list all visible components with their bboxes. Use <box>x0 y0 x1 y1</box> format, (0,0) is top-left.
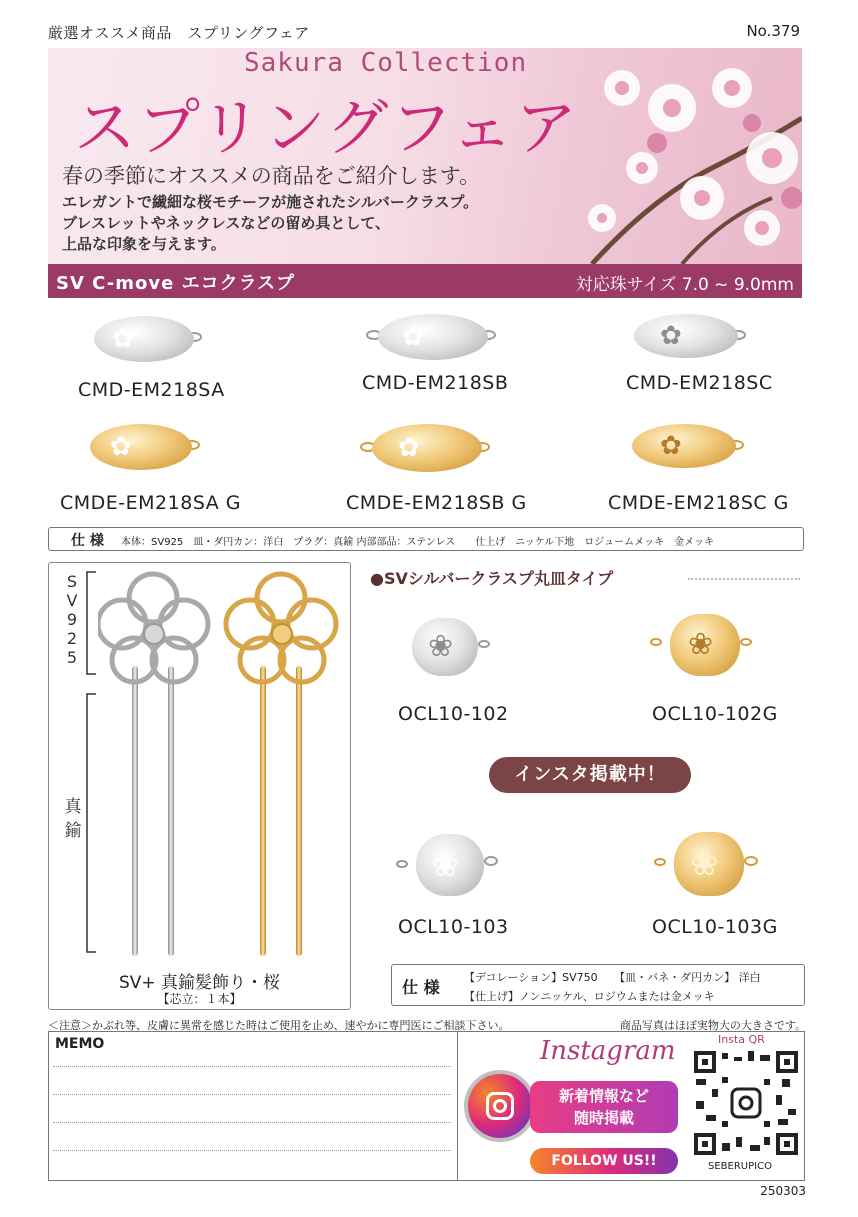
instagram-icon <box>464 1070 536 1142</box>
round-clasp-image <box>402 618 494 676</box>
sv-bracket <box>84 570 98 678</box>
product-code: OCL10-103G <box>652 916 778 938</box>
brass-bracket <box>84 692 98 956</box>
bead-size: 対応珠サイズ 7.0 ~ 9.0mm <box>575 275 794 295</box>
spec-title: 仕 様 <box>71 533 104 549</box>
round-type-title: ●SVシルバークラスプ丸皿タイプ <box>370 569 614 588</box>
product-code: CMDE-EM218SB G <box>346 492 527 514</box>
section-title: SV C-move エコクラスプ <box>56 273 296 294</box>
banner-description <box>62 192 478 255</box>
banner-desc-line: ブレスレットやネックレスなどの留め具として、 <box>62 214 391 232</box>
banner-title: スプリングフェア <box>74 91 580 164</box>
cherry-blossom-image <box>562 48 802 264</box>
instagram-message <box>530 1081 678 1133</box>
product-code: CMDE-EM218SC G <box>608 492 789 514</box>
vertical-char: 2 <box>66 629 78 648</box>
instagram-wordmark: Instagram <box>540 1036 676 1066</box>
spec-text: 本体：SV925 皿・ダ円カン：洋白 プラグ：真鍮 内部部品：ステンレス 仕上げ ニッケル下地 ロジュームメッキ 金メッキ <box>121 537 715 548</box>
memo-line <box>53 1150 451 1151</box>
sakura-icon: ✿ <box>402 322 424 352</box>
round-clasp-image <box>656 614 756 676</box>
spec-text: 【仕上げ】ノンニッケル、ロジウムまたは金メッキ <box>464 990 715 1003</box>
clasp-image <box>634 314 746 358</box>
sakura-icon: ❀ <box>688 627 714 662</box>
product-code: OCL10-102G <box>652 703 778 725</box>
vertical-char: 9 <box>66 610 78 629</box>
banner-desc-line: 上品な印象を与えます。 <box>62 235 226 253</box>
clasp-image <box>366 424 492 472</box>
vertical-char: 鍮 <box>64 821 82 841</box>
sakura-icon: ❀ <box>432 846 459 884</box>
vertical-char: 5 <box>66 648 78 667</box>
sakura-icon: ✿ <box>112 324 134 354</box>
header-category: 厳選オススメ商品 スプリングフェア <box>48 24 310 42</box>
banner-lead: 春の季節にオススメの商品をご紹介します。 <box>62 164 481 188</box>
sakura-icon: ✿ <box>110 432 132 462</box>
clasp-image <box>632 424 744 468</box>
memo-title: MEMO <box>55 1036 105 1052</box>
sakura-icon: ❀ <box>690 844 719 884</box>
clasp-image <box>94 316 204 362</box>
round-clasp-image <box>660 832 760 896</box>
hero-banner <box>48 48 802 264</box>
memo-line <box>53 1094 451 1095</box>
clasp-image <box>90 424 202 470</box>
divider <box>688 578 800 580</box>
spec-box <box>48 527 804 551</box>
instagram-message-line: 随時掲載 <box>573 1109 634 1127</box>
instagram-featured-badge: インスタ掲載中！ <box>489 757 691 793</box>
divider <box>457 1032 458 1180</box>
round-clasp-image <box>402 834 500 896</box>
sakura-icon: ✿ <box>660 321 682 351</box>
spec-box <box>391 964 805 1006</box>
photo-size-note: 商品写真はほぼ実物大の大きさです。 <box>619 1019 806 1032</box>
product-code: OCL10-103 <box>398 916 509 938</box>
instagram-message-line: 新着情報など <box>558 1087 649 1105</box>
sakura-icon: ✿ <box>660 431 682 461</box>
memo-line <box>53 1066 451 1067</box>
product-code: OCL10-102 <box>398 703 509 725</box>
product-code: CMD-EM218SA <box>78 379 225 401</box>
caution-note: ＜注意＞かぶれ等、皮膚に異常を感じた時はご使用を止め、速やかに専門医にご相談下さい。 <box>48 1019 510 1032</box>
clasp-image <box>372 314 498 360</box>
product-code: CMDE-EM218SA G <box>60 492 241 514</box>
product-code: CMD-EM218SC <box>626 372 773 394</box>
issue-number: No.379 <box>746 22 800 40</box>
vertical-char: 真 <box>64 797 82 817</box>
follow-us-button[interactable]: FOLLOW US!! <box>530 1148 678 1174</box>
qr-label: Insta QR <box>718 1033 765 1046</box>
instagram-account: SEBERUPICO <box>708 1161 772 1172</box>
product-code: CMD-EM218SB <box>362 372 509 394</box>
sv925-vertical-label <box>64 572 80 667</box>
spec-title: 仕 様 <box>402 978 440 997</box>
banner-desc-line: エレガントで繊細な桜モチーフが施されたシルバークラスプ。 <box>62 193 479 211</box>
spec-text: 【デコレーション】SV750 【皿・バネ・ダ円カン】 洋白 <box>464 971 761 984</box>
vertical-char: V <box>66 591 78 610</box>
vertical-char: S <box>66 572 78 591</box>
hairpin-image <box>98 566 344 964</box>
hairpin-subtitle: 【芯立：１本】 <box>157 992 242 1006</box>
section-band <box>48 264 802 298</box>
document-code: 250303 <box>760 1184 806 1198</box>
banner-english-title: Sakura Collection <box>244 48 528 78</box>
sakura-icon: ❀ <box>428 629 454 664</box>
qr-code-image[interactable] <box>692 1049 800 1157</box>
brass-vertical-label <box>63 795 83 843</box>
hairpin-title: SV+ 真鍮髪飾り・桜 <box>118 973 281 993</box>
sakura-icon: ✿ <box>398 433 420 463</box>
memo-line <box>53 1122 451 1123</box>
